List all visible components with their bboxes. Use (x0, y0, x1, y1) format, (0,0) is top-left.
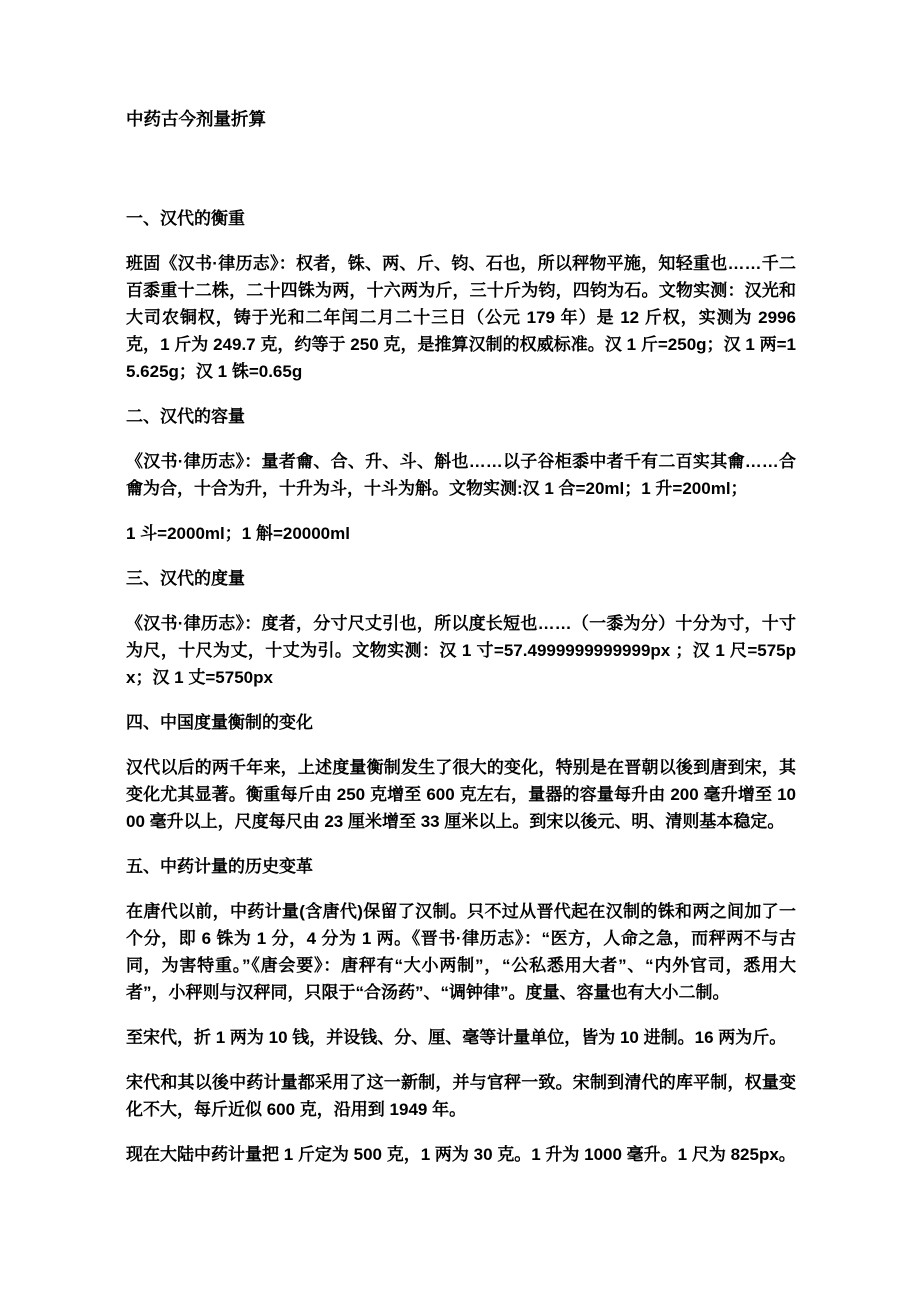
paragraph: 至宋代，折 1 两为 10 钱，并设钱、分、厘、毫等计量单位，皆为 10 进制。16 两为斤。 (126, 1028, 787, 1047)
paragraph: 汉代以后的两千年来，上述度量衡制发生了很大的变化，特别是在晋朝以後到唐到宋，其变化尤其显著。衡重每斤由 250 克增至 600 克左右，量器的容量每升由 200 毫升增至 1000 毫升以上，尺度每尺由 23 厘米增至 33 厘米以上。到宋以後元、明、清则基本稳定。 (126, 758, 796, 831)
paragraph: 在唐代以前，中药计量(含唐代)保留了汉制。只不过从晋代起在汉制的铢和两之间加了一个分，即 6 铢为 1 分，4 分为 1 两。《晋书·律历志》：“医方，人命之急，而秤两不与古同，为害特重。”《唐会要》：唐秤有“大小两制”，“公私悉用大者”、“内外官司，悉用大者”，小秤则与汉秤同，只限于“合汤药”、“调钟律”。度量、容量也有大小二制。 (126, 902, 796, 1002)
document-title: 中药古今剂量折算 (126, 109, 266, 129)
paragraph: 《汉书·律历志》：度者，分寸尺丈引也，所以度长短也……（一黍为分）十分为寸，十寸为尺，十尺为丈，十丈为引。文物实测：汉 1 寸=57.4999999999999px ；汉 1 尺=575px；汉 1 丈=5750px (126, 614, 796, 687)
section-heading-han-volume: 二、汉代的容量 (126, 407, 245, 426)
paragraph: 现在大陆中药计量把 1 斤定为 500 克，1 两为 30 克。1 升为 1000 毫升。1 尺为 825px。 (126, 1145, 796, 1164)
section-heading-tcm-history: 五、中药计量的历史变革 (126, 857, 313, 876)
section-heading-metrology-change: 四、中国度量衡制的变化 (126, 713, 313, 732)
paragraph: 《汉书·律历志》：量者龠、合、升、斗、斛也……以子谷柜黍中者千有二百实其龠……合龠为合，十合为升，十升为斗，十斗为斛。文物实测:汉 1 合=20ml；1 升=200ml； (126, 452, 796, 498)
section-heading-han-length: 三、汉代的度量 (126, 569, 245, 588)
paragraph: 班固《汉书·律历志》：权者，铢、两、斤、钧、石也，所以秤物平施，知轻重也……千二百黍重十二株，二十四铢为两，十六两为斤，三十斤为钧，四钧为石。文物实测：汉光和大司农铜权，铸于光和二年闰二月二十三日（公元 179 年）是 12 斤权，实测为 2996 克，1 斤为 249.7 克，约等于 250 克，是推算汉制的权威标准。汉 1 斤=250g；汉 1 两=15.625g；汉 1 铢=0.65g (126, 254, 796, 381)
section-heading-han-weight: 一、汉代的衡重 (126, 209, 245, 228)
paragraph: 1 斗=2000ml；1 斛=20000ml (126, 524, 350, 543)
paragraph: 宋代和其以後中药计量都采用了这一新制，并与官秤一致。宋制到清代的库平制，权量变化不大，每斤近似 600 克，沿用到 1949 年。 (126, 1073, 796, 1119)
